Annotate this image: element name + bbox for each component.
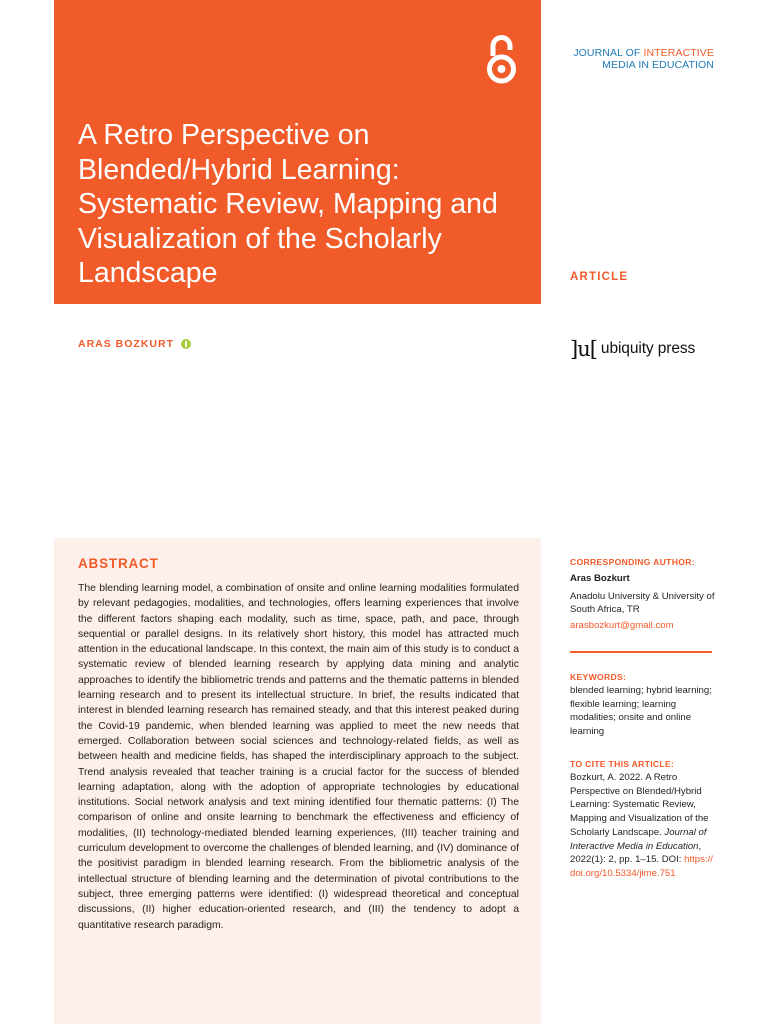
keywords-text: blended learning; hybrid learning; flexible learning; learning modalities; onsite and online learning	[570, 685, 712, 738]
citation-label: TO CITE THIS ARTICLE:	[570, 759, 675, 769]
keywords-label: KEYWORDS:	[570, 672, 627, 682]
publisher-name: ubiquity press	[600, 340, 696, 357]
corresponding-author-label: CORRESPONDING AUTHOR:	[570, 557, 695, 567]
journal-name-part2: INTERACTIVE	[643, 47, 714, 59]
publisher-logo	[570, 336, 695, 362]
article-title: A Retro Perspective on Blended/Hybrid Learning: Systematic Review, Mapping and Visualization of the Scholarly Landscape	[78, 119, 498, 289]
publisher-mark: ]u[	[570, 337, 597, 361]
author-name[interactable]: ARAS BOZKURT	[78, 338, 174, 350]
citation-journal: Journal of Interactive Media in Education	[570, 826, 707, 852]
abstract-text: The blending learning model, a combination of onsite and online learning modalities formulated by relevant pedagogies, modalities, and technologies, offers learning experiences that involve the different factors shaping each modality, such as time, space, path, and pace, through sequential or parallel designs. In its relatively short history, this model has attracted much attention in the educational landscape. In this context, the main aim of this study is to conduct a systematic review of blended learning research by applying data mining and analytic approaches to identify the bibliometric trends and patterns and the thematic patterns in blended learning research and to present its intellectual structure. In brief, the results indicated that interest in blended learning research has remained steady, and that this interest peaked during the Covid-19 pandemic, when blended learning was applied to meet the new needs that emerged. Collaboration between social sciences and technology-related fields, as well as between health and medicine fields, has shaped the interdisciplinary approach to the subject. Trend analysis revealed that teacher training is a crucial factor for the success of blended learning adaptation, along with the adoption of appropriate technologies by educational institutions. Social network analysis and text mining identified four thematic patterns: (I) The comparison of online and onsite learning to benchmark the effectiveness and efficiency of modalities, (II) technology-mediated blended learning experiences, (III) teacher training and curriculum development to overcome the challenges of blended learning, and (IV) dominance of the positivist paradigm in blended learning research. From the bibliometric analysis of the intellectual structure of blending learning and the determination of pivotal contributions to the subject, three emerging patterns were identified: (I) widespread theoretical and conceptual discussions, (II) higher education-oriented research, and (III) the tendency to adopt a quantitative research paradigm.	[78, 583, 519, 931]
citation-plain: Bozkurt, A. 2022. A Retro Perspective on Blended/Hybrid Learning: Systematic Review, Mapping and Visualization of the Scholarly Landscape.	[570, 772, 709, 838]
journal-name-part3: MEDIA IN EDUCATION	[602, 59, 714, 71]
keywords-section	[570, 671, 716, 739]
article-type: ARTICLE	[570, 271, 629, 283]
orcid-icon[interactable]	[181, 339, 191, 349]
journal-name-part1: JOURNAL OF	[573, 47, 641, 59]
citation-doi-link[interactable]: https://doi.org/10.5334/jime.751	[570, 854, 713, 879]
abstract-heading: ABSTRACT	[78, 556, 159, 571]
citation-section	[570, 758, 716, 881]
open-access-icon	[484, 34, 520, 84]
corresponding-author-name: Aras Bozkurt	[570, 573, 630, 584]
corresponding-author-email[interactable]: arasbozkurt@gmail.com	[570, 620, 674, 632]
corresponding-author-section	[570, 556, 716, 633]
divider	[570, 651, 712, 653]
citation-text	[570, 771, 716, 881]
author-line	[78, 338, 191, 350]
corresponding-author-affiliation: Anadolu University & University of South Africa, TR	[570, 590, 715, 616]
journal-name	[560, 47, 714, 71]
citation-volume: , 2022(1): 2, pp. 1–15. DOI:	[570, 840, 702, 866]
